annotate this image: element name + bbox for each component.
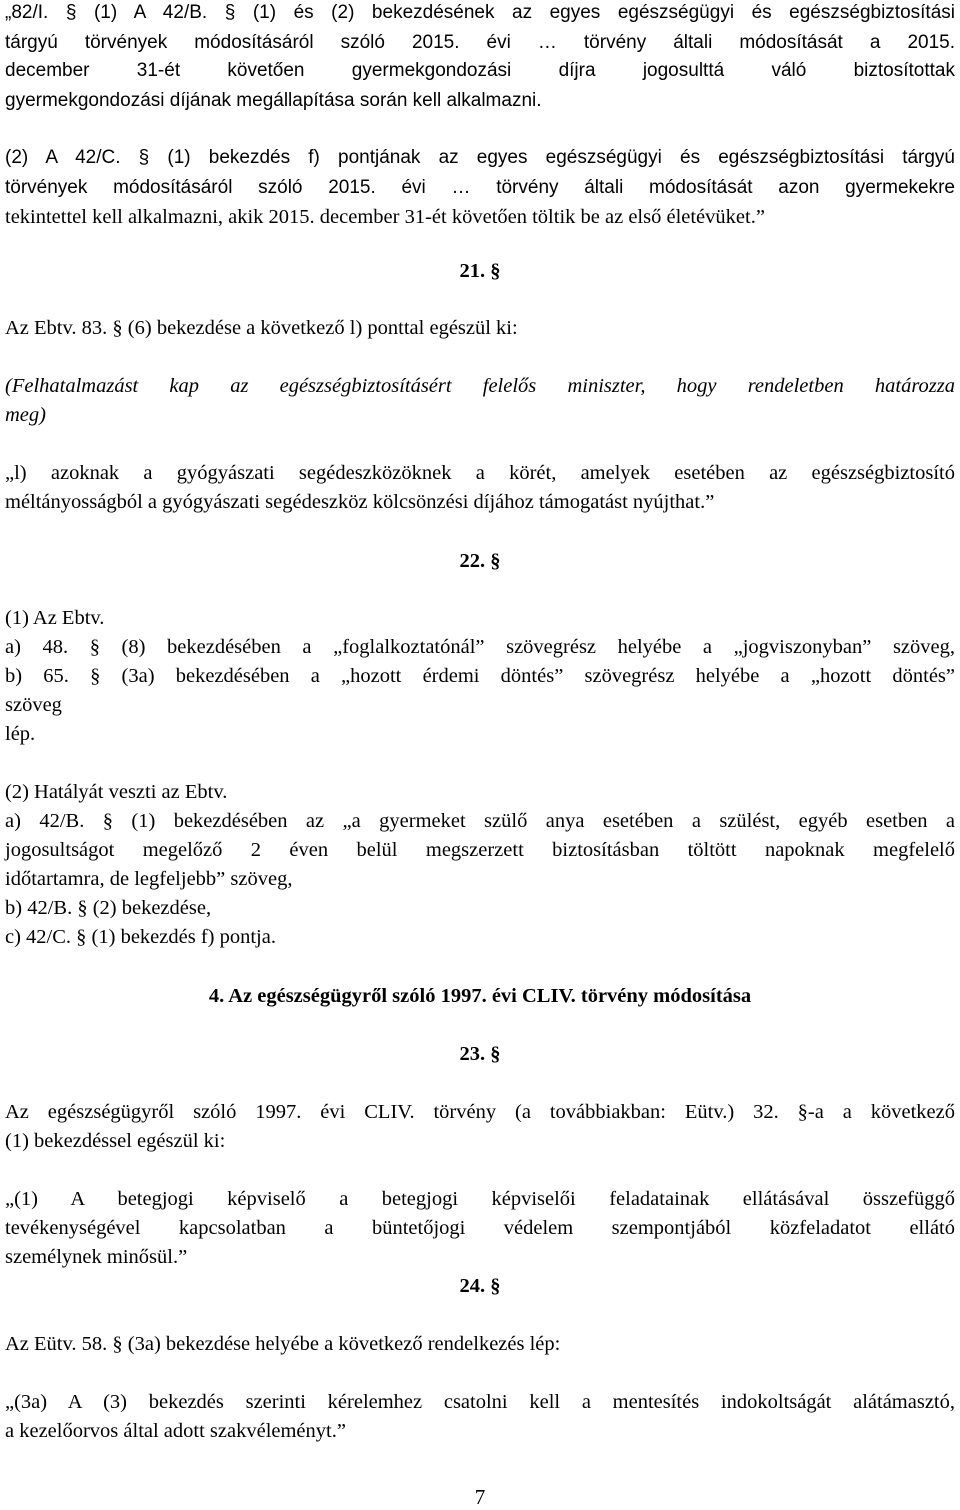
section-24-quote-line-2: a kezelőorvos által adott szakvéleményt.” — [5, 1420, 346, 1442]
section-22-p1-tail: lép. — [5, 723, 36, 745]
section-23-quote-line-1: „(1) A betegjogi képviselő a betegjogi képviselői feladatainak ellátásával összefüggő — [5, 1188, 955, 1210]
section-22-p2-head: (2) Hatályát veszti az Ebtv. — [5, 781, 228, 803]
section-23-quote-line-2: tevékenységével kapcsolatban a büntetőjogi védelem szempontjából közfeladatot ellátó — [5, 1217, 955, 1239]
para2-line-2: törvények módosításáról szóló 2015. évi … törvény általi módosítását azon gyermekekre — [5, 177, 955, 198]
intro-line-2: tárgyú törvények módosításáról szóló 2015. évi … törvény általi módosítását a 2015. — [5, 32, 955, 53]
section-22-p1-a: a) 48. § (8) bekezdésében a „foglalkoztatónál” szövegrész helyébe a „jogviszonyban” szöveg, — [5, 636, 955, 658]
section-21-number: 21. § — [459, 260, 501, 282]
section-22-p1-b-line-1: b) 65. § (3a) bekezdésében a „hozott érdemi döntés” szövegrész helyébe a „hozott döntés” — [5, 665, 955, 687]
section-22-p2-a-line-2: jogosultságot megelőző 2 éven belül megszerzett biztosításban töltött napoknak megfelelő — [5, 839, 955, 861]
section-21-italic-line-1: (Felhatalmazást kap az egészségbiztosításért felelős miniszter, hogy rendeletben határozza — [5, 375, 955, 397]
section-22-p2-a-line-3: időtartamra, de legfeljebb” szöveg, — [5, 868, 293, 890]
section-21-italic-line-2: meg) — [5, 404, 46, 426]
section-23-number: 23. § — [459, 1043, 501, 1065]
section-21-quote-line-1: „l) azoknak a gyógyászati segédeszközöknek a körét, amelyek esetében az egészségbiztosító — [5, 462, 955, 484]
section-21-intro: Az Ebtv. 83. § (6) bekezdése a következő l) ponttal egészül ki: — [5, 317, 518, 339]
section-23-intro-line-2: (1) bekezdéssel egészül ki: — [5, 1130, 226, 1152]
section-21-quote-line-2: méltányosságból a gyógyászati segédeszköz kölcsönzési díjához támogatást nyújthat.” — [5, 491, 715, 513]
intro-line-3: december 31-ét követően gyermekgondozási díjra jogosulttá váló biztosítottak — [5, 60, 955, 81]
para2-line-3: tekintettel kell alkalmazni, akik 2015. december 31-ét követően töltik be az első életévüket.” — [5, 206, 765, 228]
section-23-quote-line-3: személynek minősül.” — [5, 1246, 188, 1268]
section-24-intro: Az Eütv. 58. § (3a) bekezdése helyébe a következő rendelkezés lép: — [5, 1333, 561, 1355]
section-22-p1-head: (1) Az Ebtv. — [5, 607, 105, 629]
page-number: 7 — [474, 1485, 486, 1509]
section-22-p2-c: c) 42/C. § (1) bekezdés f) pontja. — [5, 926, 276, 948]
para2-line-1: (2) A 42/C. § (1) bekezdés f) pontjának az egyes egészségügyi és egészségbiztosítási tárgyú — [5, 147, 955, 168]
intro-line-4: gyermekgondozási díjának megállapítása során kell alkalmazni. — [5, 90, 542, 111]
section-22-number: 22. § — [459, 550, 501, 572]
section-23-intro-line-1: Az egészségügyről szóló 1997. évi CLIV. törvény (a továbbiakban: Eütv.) 32. §-a a következő — [5, 1101, 955, 1123]
section-22-p1-b-line-2: szöveg — [5, 694, 62, 716]
chapter-4-title: 4. Az egészségügyről szóló 1997. évi CLIV. törvény módosítása — [208, 985, 752, 1007]
section-24-number: 24. § — [459, 1275, 501, 1297]
section-24-quote-line-1: „(3a) A (3) bekezdés szerinti kérelemhez csatolni kell a mentesítés indokoltságát alátámasztó, — [5, 1391, 955, 1413]
section-22-p2-b: b) 42/B. § (2) bekezdése, — [5, 897, 212, 919]
intro-line-1: „82/I. § (1) A 42/B. § (1) és (2) bekezdésének az egyes egészségügyi és egészségbiztosítási — [5, 2, 955, 23]
section-22-p2-a-line-1: a) 42/B. § (1) bekezdésében az „a gyermeket szülő anya esetében a szülést, egyéb esetben a — [5, 810, 955, 832]
